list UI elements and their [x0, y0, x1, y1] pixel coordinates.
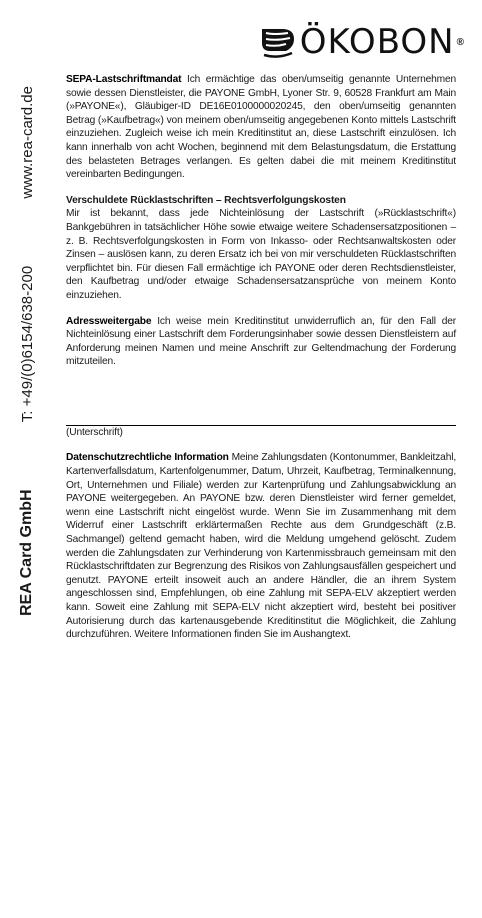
- signature-area[interactable]: [66, 381, 456, 425]
- privacy-paragraph: [66, 451, 456, 641]
- mandate-text: [66, 73, 456, 654]
- phone-number: T: +49/(0)6154/638-200: [18, 265, 36, 423]
- registered-mark: ®: [456, 36, 464, 48]
- address-transfer-title: Adressweitergabe: [66, 315, 152, 327]
- oekobon-logo: [260, 22, 464, 62]
- privacy-body: Meine Zahlungsdaten (Kontonummer, Bankleitzahl, Kartenverfallsdatum, Kartenfolgenummer, Datum, Uhrzeit, Kaufbetrag, Terminalkennung, Ort, Unternehmen und Filiale) werden zur Kartenprüfung und Zahlungsabwicklung an PAYONE weitergegeben. An PAYONE bzw. deren Dienstleister wird ferner gemeldet, wenn eine Lastschrift nicht eingelöst wurde. Wenn Sie im Zusammenhang mit dem Widerruf einer Lastschrift erklärtermaßen Rechte aus dem Grundgeschäft (z.B. Sachmangel) geltend gemacht haben, wird die Meldung umgehend gelöscht. Zudem werden die Zahlungsdaten zur Verhinderung von Kartenmissbrauch gemeinsam mit den Rücklastschriftdaten zur Begrenzung des Risikos von Zahlungsausfällen gespeichert und genutzt. PAYONE erteilt insoweit auch an andere Händler, die an ihrem System angeschlossen sind, Empfehlungen, ob eine Zahlung mit SEPA-ELV akzeptiert werden kann. Soweit eine Zahlung mit SEPA-ELV nicht akzeptiert wird, besteht bei positiver Autorisierung durch das kartenausgebende Kreditinstitut die Möglichkeit, die Zahlung durchzuführen. Weitere Informationen finden Sie im Aushangtext.: [66, 452, 456, 641]
- address-transfer-body: Ich weise mein Kreditinstitut unwiderruflich an, für den Fall der Nichteinlösung einer Lastschrift dem Forderungsinhaber sowie dessen Dienstleistern auf Anforderung meinen Namen und meine Anschrift zur Geltendmachung der Forderung mitzuteilen.: [66, 315, 456, 368]
- signature-label: (Unterschrift): [66, 426, 123, 438]
- sepa-mandate-paragraph: [66, 73, 456, 182]
- sepa-mandate-body: Ich ermächtige das oben/umseitig genannte Unternehmen sowie dessen Dienstleister, die PAYONE GmbH, Lyoner Str. 9, 60528 Frankfurt am Main (»PAYONE«), Gläubiger-ID DE16E0100000020245, den oben/umseitig genannten Betrag (»Kaufbetrag«) von meinem oben/umseitig angegebenen Konto mittels Lastschrift einzuziehen. Zugleich weise ich mein Kreditinstitut an, diese Lastschrift einzulösen. Ich kann innerhalb von acht Wochen, beginnend mit dem Belastungsdatum, die Erstattung des belasteten Betrages verlangen. Es gelten dabei die mit meinem Kreditinstitut vereinbarten Bedingungen.: [66, 74, 456, 181]
- leaf-logo-icon: [260, 25, 296, 59]
- logo-wordmark: ÖKOBON: [299, 22, 455, 62]
- returned-debit-body: Mir ist bekannt, dass jede Nichteinlösung der Lastschrift (»Rücklastschrift«) Bankgebühren in tatsächlicher Höhe sowie etwaige weitere Schadensersatzpositionen – z. B. Rechtsverfolgungskosten in Form von Inkasso- oder Rechtsanwaltskosten oder Zinsen – auslösen kann, zu deren Ersatz ich bei von mir verschuldeten Rücklastschriften verpflichtet bin. Für diesen Fall ermächtige ich PAYONE oder deren Rechtsdienstleister, den Kaufbetrag und/oder etwaige Schadensersatzansprüche von meinem Konto einzuziehen.: [66, 208, 456, 301]
- side-contact-strip: [12, 86, 42, 616]
- sepa-mandate-title: SEPA-Lastschriftmandat: [66, 74, 182, 85]
- privacy-title: Datenschutzrechtliche Information: [66, 452, 229, 464]
- website: www.rea-card.de: [18, 86, 36, 199]
- returned-debit-title: Verschuldete Rücklastschriften – Rechtsverfolgungskosten: [66, 194, 346, 206]
- address-transfer-paragraph: [66, 315, 456, 369]
- returned-debit-paragraph: [66, 194, 456, 303]
- company-name: REA Card GmbH: [18, 489, 35, 616]
